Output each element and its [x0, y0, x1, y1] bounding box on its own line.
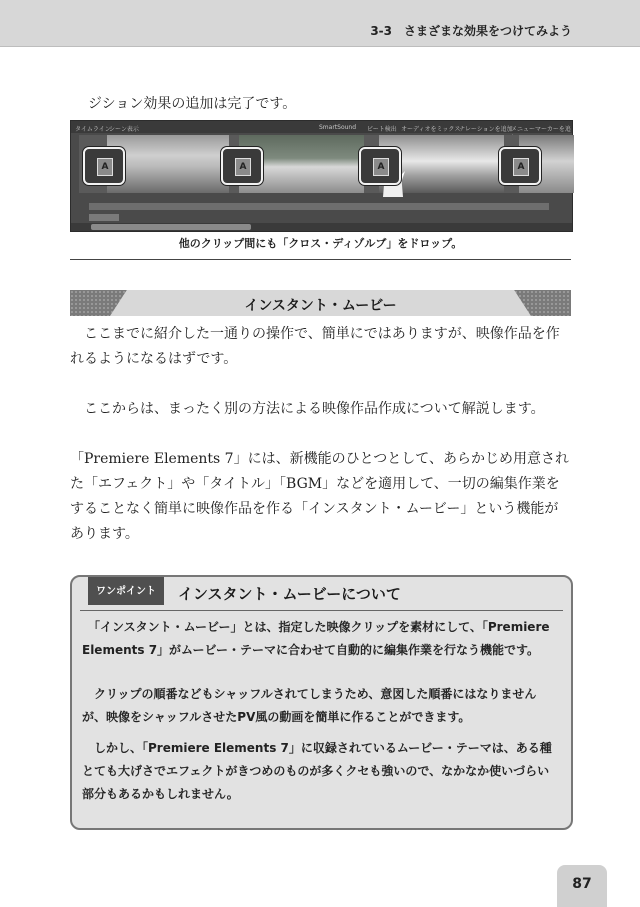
onepoint-badge: ワンポイント [88, 577, 164, 605]
menu-item-beat: ビート検出 [367, 126, 397, 133]
body-paragraph: ここまでに紹介した一通りの操作で、簡単にではありますが、映像作品を作れるようになるはずです。 [70, 326, 560, 367]
timeline-toolbar [71, 121, 572, 133]
transition-marker [499, 147, 541, 185]
divider [80, 610, 563, 611]
running-header [0, 0, 640, 47]
body-paragraph: ここからは、まったく別の方法による映像作品作成について解説します。 [70, 401, 545, 417]
menu-item-scene: シーン表示 [109, 126, 139, 133]
section-header [70, 290, 571, 316]
onepoint-paragraph: クリップの順番などもシャッフルされてしまうため、意図した順番にはなりませんが、映像をシャッフルさせたPV風の動画を簡単に作ることができます。 [82, 687, 537, 724]
audio-track [89, 214, 119, 221]
menu-item-narration: ナレーションを追加 [459, 126, 513, 133]
figure-caption: 他のクリップ間にも「クロス・ディゾルブ」をドロップ。 [178, 237, 463, 250]
transition-marker [359, 147, 401, 185]
transition-marker [83, 147, 125, 185]
transition-icon: A [97, 158, 113, 176]
divider [70, 259, 571, 260]
menu-item-timeline: タイムライン [75, 126, 111, 133]
menu-item-smartsound: SmartSound [319, 124, 357, 131]
page-number: 87 [557, 865, 607, 907]
transition-icon: A [513, 158, 529, 176]
transition-icon: A [235, 158, 251, 176]
onepoint-paragraph: しかし、「Premiere Elements 7」に収録されているムービー・テーマは、ある種とても大げさでエフェクトがきつめのものが多くクセも強いので、なかなか使いづらい部分もあるかもしれません。 [82, 741, 552, 801]
onepoint-box [70, 575, 573, 830]
body-paragraph: 「Premiere Elements 7」には、新機能のひとつとして、あらかじめ用意された「エフェクト」や「タイトル」「BGM」などを適用して、一切の編集作業をすることなく簡単に映像作品を作る「インスタント・ムービー」という機能があります。 [70, 451, 570, 542]
timeline-screenshot [70, 120, 573, 232]
transition-icon: A [373, 158, 389, 176]
menu-item-marker: メニューマーカーを追 [511, 126, 571, 133]
scrollbar-thumb [91, 224, 251, 230]
timeline-scrollbar [71, 223, 572, 231]
menu-item-mix: オーディオをミックス [401, 126, 461, 133]
section-title: インスタント・ムービー [244, 298, 397, 314]
onepoint-paragraph: 「インスタント・ムービー」とは、指定した映像クリップを素材にして、「Premiere Elements 7」がムービー・テーマに合わせて自動的に編集作業を行なう機能です。 [82, 620, 550, 657]
onepoint-title: インスタント・ムービーについて [178, 585, 401, 603]
transition-marker [221, 147, 263, 185]
section-heading: 3-3 さまざまな効果をつけてみよう [370, 24, 572, 38]
audio-track [89, 203, 549, 210]
video-track [79, 135, 566, 193]
video-clip [107, 135, 229, 193]
intro-paragraph: ジション効果の追加は完了です。 [88, 96, 297, 112]
